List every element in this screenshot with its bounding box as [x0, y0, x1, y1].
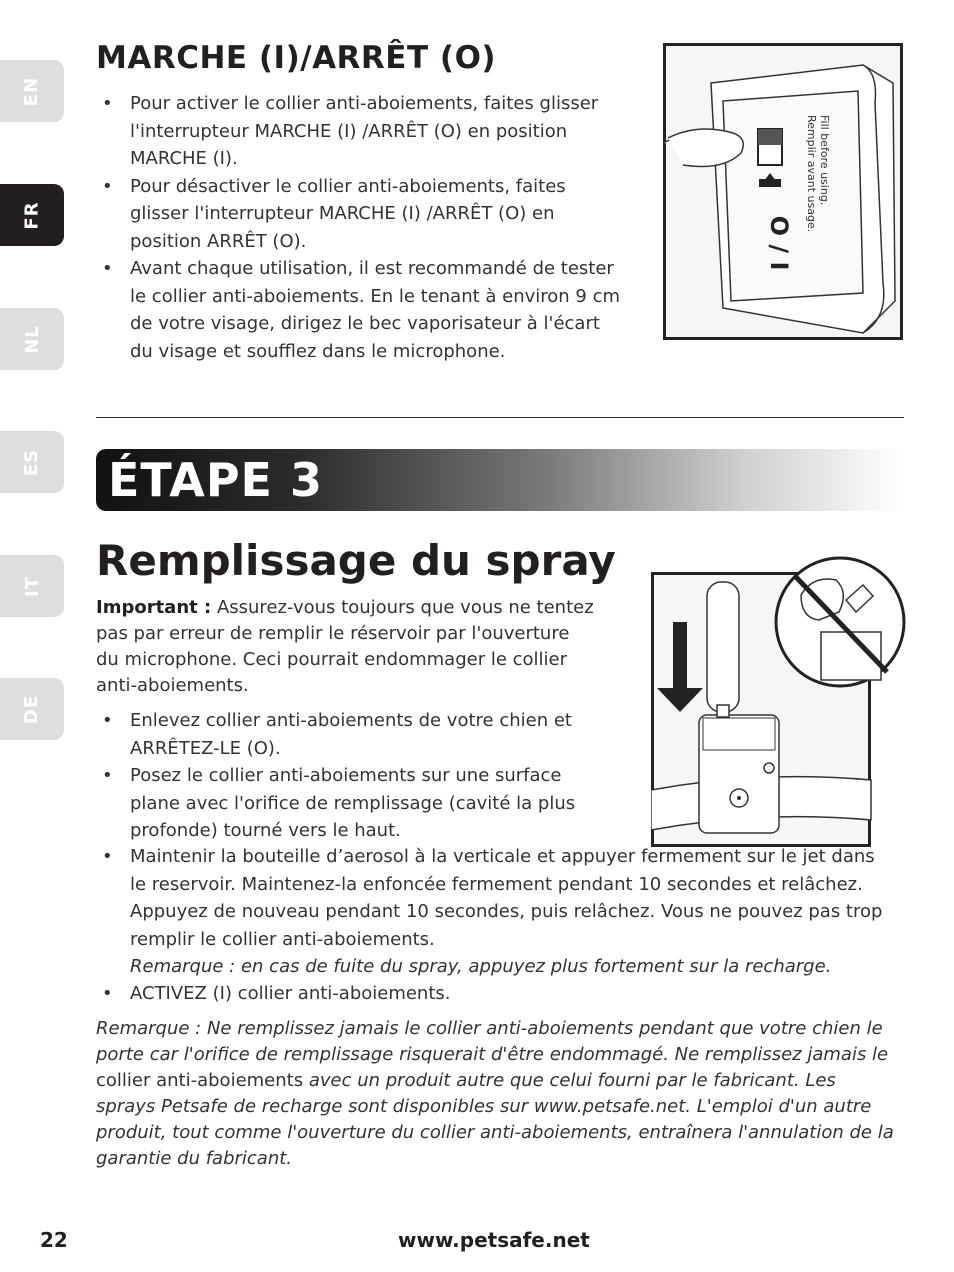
refill-illustration	[651, 540, 906, 848]
list-item: • Enlevez collier anti-aboiements de votre chien et ARRÊTEZ-LE (O).	[96, 707, 616, 762]
refill-bullet-list-top	[96, 707, 616, 845]
fill-label-fr: Remplir avant usage.	[805, 115, 818, 233]
fill-label-en: Fill before using.	[818, 115, 831, 206]
list-item: • Pour désactiver le collier anti-aboiements, faites glisser l'interrupteur MARCHE (I) /ARRÊT (O) en position ARRÊT (O).	[96, 173, 626, 256]
lang-tab-nl[interactable]: NL	[0, 308, 64, 370]
lang-tab-fr[interactable]: FR	[0, 184, 64, 246]
lang-tab-it[interactable]: IT	[0, 555, 64, 617]
switch-marks: O / I	[765, 215, 793, 271]
section-divider	[96, 417, 904, 418]
lang-tab-es[interactable]: ES	[0, 431, 64, 493]
page-title: Remplissage du spray	[96, 536, 616, 585]
list-item: • Pour activer le collier anti-aboiements, faites glisser l'interrupteur MARCHE (I) /ARRÊT (O) en position MARCHE (I).	[96, 90, 626, 173]
page-number: 22	[40, 1228, 68, 1252]
switch-illustration	[663, 43, 903, 340]
on-off-bullet-list	[96, 90, 626, 365]
refill-bullet-list-bottom	[96, 843, 896, 953]
list-item: • Posez le collier anti-aboiements sur une surface plane avec l'orifice de remplissage (cavité la plus profonde) tourné vers le haut.	[96, 762, 616, 845]
list-item: • Maintenir la bouteille d’aerosol à la verticale et appuyer fermement sur le jet dans le reservoir. Maintenez-la enfoncée fermement pendant 10 secondes et relâchez. Appuyez de nouveau pendant 10 secondes, puis relâchez. Vous ne pouvez pas trop remplir le collier anti-aboiements.	[96, 843, 896, 953]
step-banner	[96, 449, 904, 511]
important-label: Important :	[96, 597, 212, 618]
important-text: Assurez-vous toujours que vous ne tentez pas par erreur de remplir le réservoir par l'ouverture du microphone. Ceci pourrait endommager le collier anti-aboiements.	[96, 597, 594, 696]
list-item: • ACTIVEZ (I) collier anti-aboiements.	[96, 980, 896, 1008]
important-note	[96, 595, 596, 699]
section-heading: MARCHE (I)/ARRÊT (O)	[96, 40, 497, 76]
website-link[interactable]: www.petsafe.net	[398, 1228, 590, 1252]
leak-remark: Remarque : en cas de fuite du spray, appuyez plus fortement sur la recharge.	[130, 956, 832, 977]
activate-bullet	[96, 980, 896, 1008]
lang-tab-de[interactable]: DE	[0, 678, 64, 740]
lang-tab-en[interactable]: EN	[0, 60, 64, 122]
list-item: • Avant chaque utilisation, il est recommandé de tester le collier anti-aboiements. En le tenant à environ 9 cm de votre visage, dirigez le bec vaporisateur à l'écart du visage et soufflez dans le microphone.	[96, 255, 626, 365]
warranty-remark: Remarque : Ne remplissez jamais le collier anti-aboiements pendant que votre chien le porte car l'orifice de remplissage risquerait d'être endommagé. Ne remplissez jamais le collier anti-aboiements avec un produit autre que celui fourni par le fabricant. Les sprays Petsafe de recharge sont disponibles sur www.petsafe.net. L'emploi d'un autre produit, tout comme l'ouverture du collier anti-aboiements, entraînera l'annulation de la garantie du fabricant.	[96, 1018, 894, 1169]
step-label: ÉTAPE 3	[108, 453, 323, 507]
